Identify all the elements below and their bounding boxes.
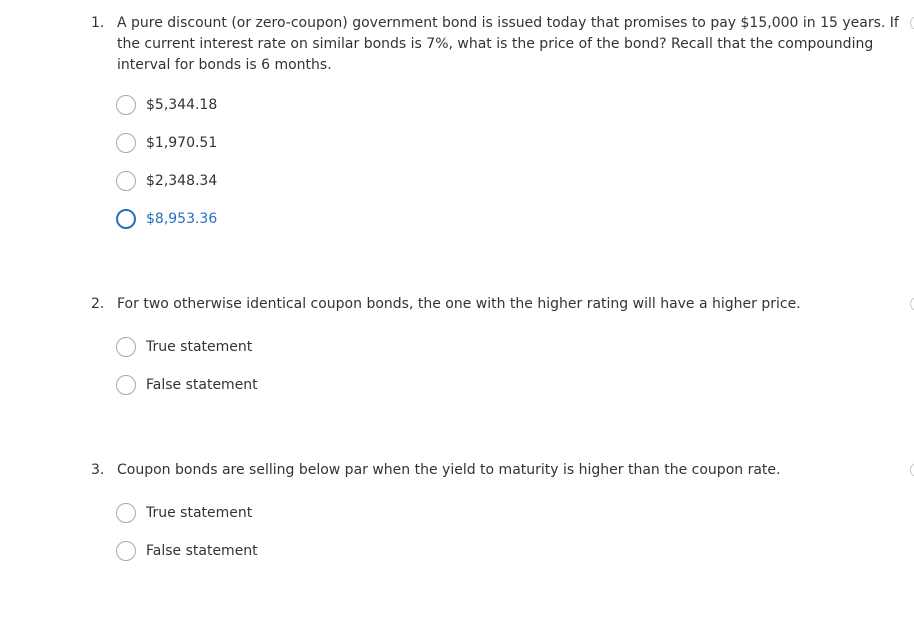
option-label: $1,970.51 xyxy=(146,135,218,151)
answer-option[interactable] xyxy=(116,170,217,192)
answer-option[interactable] xyxy=(116,502,252,524)
option-label: $8,953.36 xyxy=(146,211,218,227)
question-text: A pure discount (or zero-coupon) government bond is issued today that promises to pay $15,000 in 15 years. If the current interest rate on similar bonds is 7%, what is the price of the bond? Recall that the compounding interval for bonds is 6 months. xyxy=(117,15,899,73)
option-label: False statement xyxy=(146,377,258,393)
radio-button[interactable] xyxy=(116,171,136,191)
radio-button[interactable] xyxy=(116,541,136,561)
question-number: 1. xyxy=(91,15,105,31)
answer-option[interactable] xyxy=(116,94,217,116)
question-number: 2. xyxy=(91,296,105,312)
radio-button[interactable] xyxy=(116,209,136,229)
answer-option-focused[interactable] xyxy=(116,208,217,230)
answer-option[interactable] xyxy=(116,336,252,358)
question-text: Coupon bonds are selling below par when the yield to maturity is higher than the coupon rate. xyxy=(117,462,781,478)
radio-button[interactable] xyxy=(116,503,136,523)
radio-button[interactable] xyxy=(116,95,136,115)
answer-option[interactable] xyxy=(116,540,258,562)
answer-option[interactable] xyxy=(116,374,258,396)
radio-button[interactable] xyxy=(116,133,136,153)
option-label: $5,344.18 xyxy=(146,97,218,113)
radio-button[interactable] xyxy=(116,375,136,395)
option-label: True statement xyxy=(146,339,253,355)
answer-option[interactable] xyxy=(116,132,217,154)
question-number: 3. xyxy=(91,462,105,478)
option-label: True statement xyxy=(146,505,253,521)
question-text: For two otherwise identical coupon bonds, the one with the higher rating will have a higher price. xyxy=(117,296,801,312)
option-label: False statement xyxy=(146,543,258,559)
option-label: $2,348.34 xyxy=(146,173,218,189)
radio-button[interactable] xyxy=(116,337,136,357)
